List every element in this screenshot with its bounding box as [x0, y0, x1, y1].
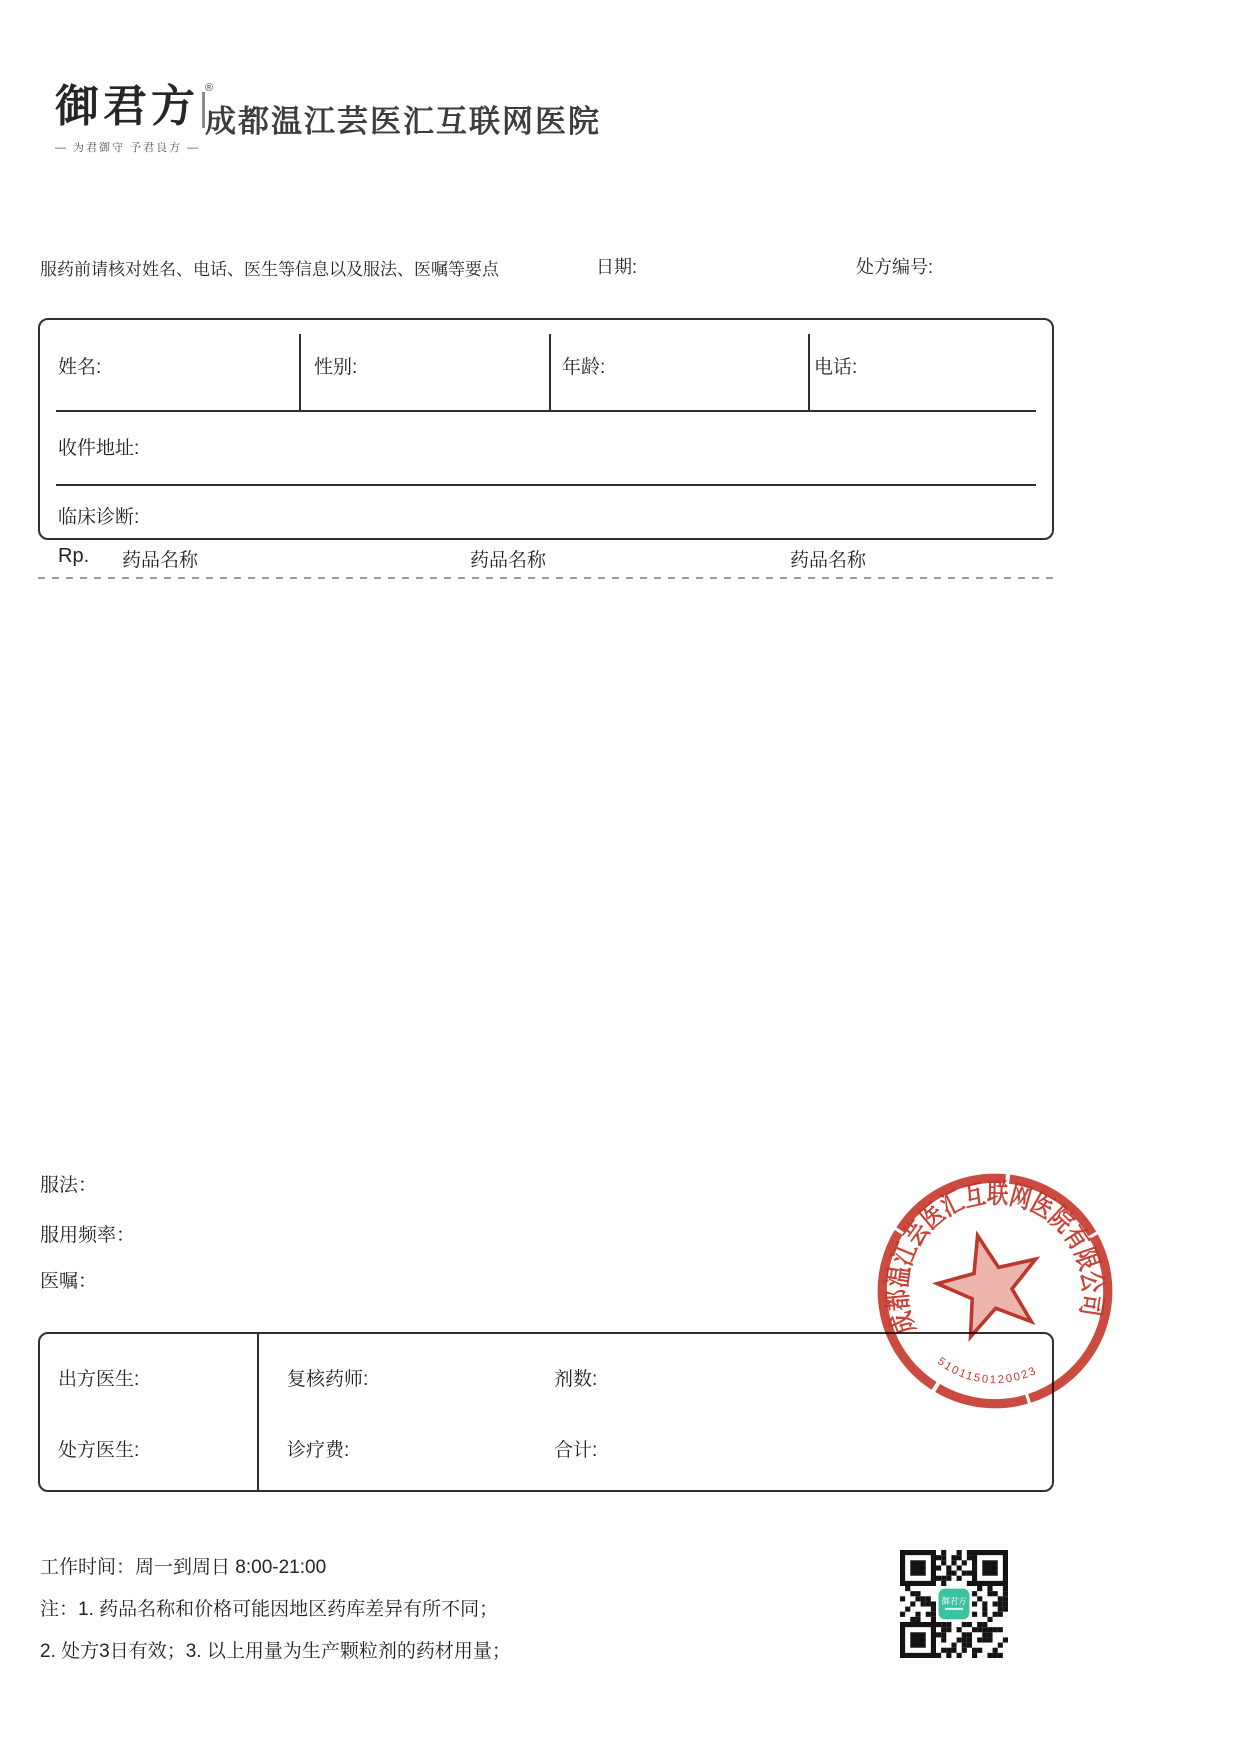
- review-pharmacist-label: 复核药师:: [287, 1369, 369, 1390]
- verification-notice: 服药前请核对姓名、电话、医生等信息以及服法、医嘱等要点: [40, 260, 499, 279]
- drug-name-column-3: 药品名称: [790, 550, 867, 571]
- date-field-label: 日期:: [596, 257, 638, 277]
- qr-code: [900, 1550, 1008, 1658]
- divider: [257, 1334, 259, 1490]
- patient-phone-label: 电话:: [814, 357, 858, 378]
- svg-text:成都温江芸医汇互联网医院有限公司: [870, 1166, 1111, 1341]
- issuing-doctor-label: 出方医生:: [58, 1369, 140, 1390]
- brand-tagline: — 为君御守 予君良方 —: [55, 142, 201, 154]
- qr-logo-text: 御君方: [941, 1596, 967, 1606]
- brand-name: 御君方: [55, 81, 199, 132]
- drug-name-column-2: 药品名称: [470, 550, 547, 571]
- prescription-number-label: 处方编号:: [856, 257, 934, 277]
- divider: [808, 334, 810, 410]
- seal-company-text: 成都温江芸医汇互联网医院有限公司: [880, 1176, 1110, 1339]
- seal-number: 5101150120023: [935, 1355, 1040, 1387]
- signoff-box: [38, 1332, 1054, 1492]
- total-label: 合计:: [554, 1440, 598, 1461]
- registered-trademark-icon: ®: [205, 82, 214, 94]
- divider: [299, 334, 301, 410]
- hospital-title: 成都温江芸医汇互联网医院: [205, 104, 601, 139]
- clinical-diagnosis-label: 临床诊断:: [58, 507, 140, 528]
- rp-label: Rp.: [58, 545, 90, 567]
- qr-code-graphic: [900, 1550, 1008, 1658]
- patient-age-label: 年龄:: [562, 357, 606, 378]
- prescribing-doctor-label: 处方医生:: [58, 1440, 140, 1461]
- usage-frequency-label: 服用频率：: [40, 1225, 136, 1246]
- patient-gender-label: 性别:: [314, 357, 358, 378]
- footer-note-2: 2. 处方3日有效；3. 以上用量为生产颗粒剂的药材用量；: [40, 1641, 511, 1662]
- qr-logo-subline: [945, 1608, 963, 1610]
- footer-note-1: 注：1. 药品名称和价格可能因地区药库差异有所不同；: [40, 1599, 499, 1620]
- doctor-advice-label: 医嘱：: [40, 1271, 98, 1292]
- seal-star: [928, 1223, 1050, 1341]
- divider: [56, 410, 1036, 412]
- usage-method-label: 服法：: [40, 1175, 98, 1196]
- consult-fee-label: 诊疗费:: [287, 1440, 350, 1461]
- divider: [56, 484, 1036, 486]
- patient-info-box: [38, 318, 1054, 540]
- divider: [549, 334, 551, 410]
- drug-name-column-1: 药品名称: [122, 550, 199, 571]
- dashed-separator: [38, 577, 1054, 579]
- delivery-address-label: 收件地址:: [58, 438, 140, 459]
- patient-name-label: 姓名:: [58, 357, 102, 378]
- working-hours: 工作时间：周一到周日 8:00-21:00: [40, 1557, 327, 1578]
- dose-count-label: 剂数:: [554, 1369, 598, 1390]
